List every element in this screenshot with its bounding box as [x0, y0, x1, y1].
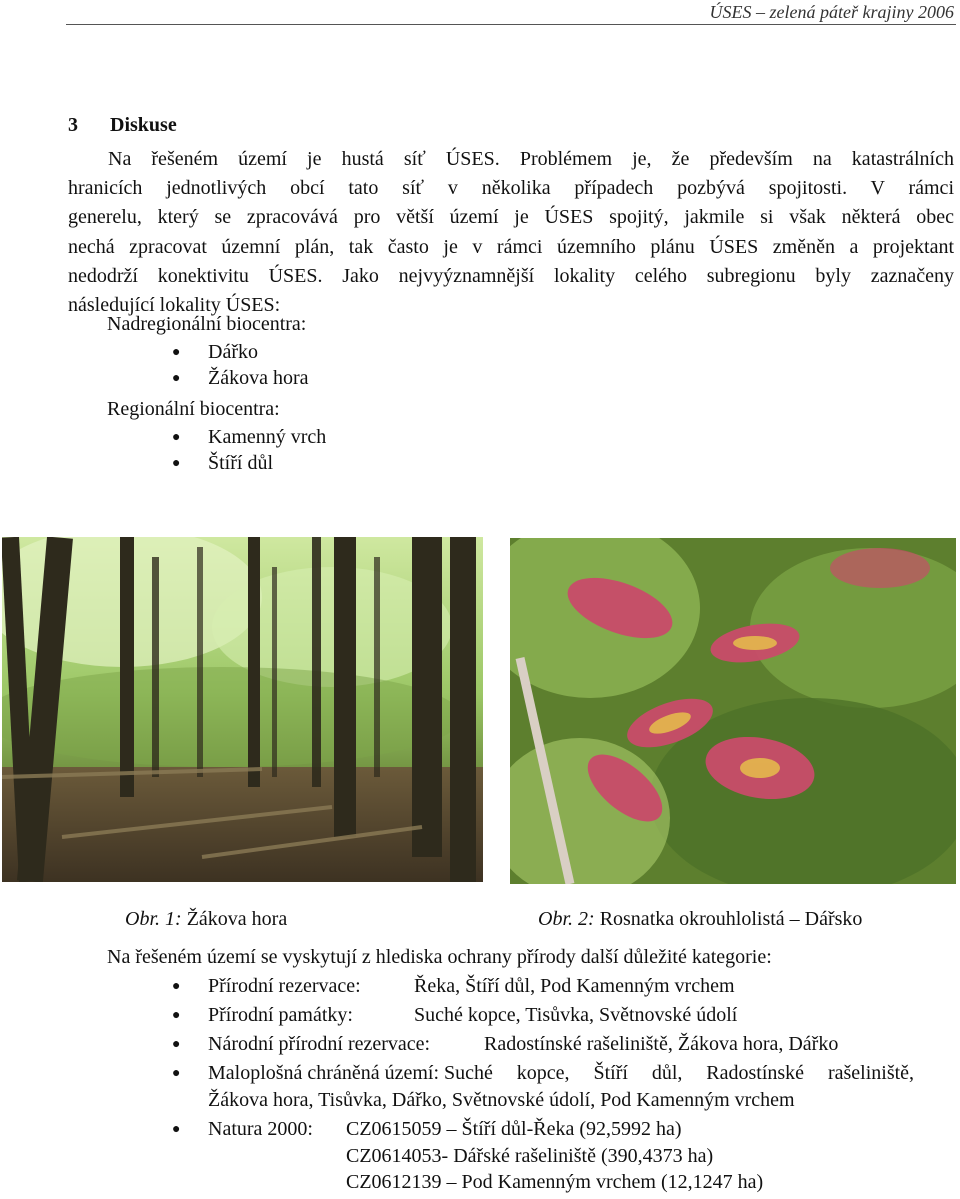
- forest-photo: [2, 537, 483, 882]
- section-heading: [68, 114, 177, 137]
- list-item: ● Štíří důl: [172, 452, 274, 474]
- list-item: ● Přírodní památky: Suché kopce, Tisůvka, Světnovské údolí: [172, 1004, 738, 1026]
- section-title: Diskuse: [110, 114, 177, 136]
- list-item: ● Žákova hora: [172, 367, 309, 389]
- figure-1-caption: Obr. 1: Žákova hora: [125, 908, 288, 930]
- sundew-image: [510, 538, 956, 884]
- paragraph-line: následující lokality ÚSES:: [68, 294, 281, 317]
- regional-heading: Regionální biocentra:: [107, 398, 280, 420]
- paragraph-line: generelu, který se zpracovává pro větší území je ÚSES spojitý, jakmile si však některá obec: [68, 206, 954, 229]
- discussion-paragraph: [68, 145, 954, 320]
- list-item: ● Národní přírodní rezervace: Radostínské rašeliniště, Žákova hora, Dářko: [172, 1033, 839, 1055]
- header-rule: [66, 24, 956, 25]
- paragraph-line: hranicích jednotlivých obcí tato síť v několika případech pozbývá spojitosti. V rámci: [68, 177, 954, 200]
- natura-site: CZ0612139 – Pod Kamenným vrchem (12,1247 ha): [346, 1171, 764, 1193]
- running-header: ÚSES – zelená páteř krajiny 2006: [709, 2, 954, 22]
- paragraph-line: nedodrží konektivitu ÚSES. Jako nejvyýznamnější lokality celého subregionu byly zaznačeny: [68, 264, 954, 287]
- sundew-photo: [510, 538, 956, 884]
- paragraph-line: nechá zpracovat územní plán, tak často je v rámci územního plánu ÚSES změněn a projektant: [68, 235, 954, 258]
- categories-intro: Na řešeném území se vyskytují z hlediska ochrany přírody další důležité kategorie:: [107, 946, 772, 968]
- natura-site: CZ0614053- Dářské rašeliniště (390,4373 ha): [346, 1145, 714, 1167]
- forest-image: [2, 537, 483, 882]
- list-item: ● Maloplošná chráněná území: Suché kopce, Štíří důl, Radostínské rašeliniště,: [172, 1062, 915, 1084]
- list-item-continuation: Žákova hora, Tisůvka, Dářko, Světnovské údolí, Pod Kamenným vrchem: [208, 1089, 795, 1111]
- list-item: ● Natura 2000: CZ0615059 – Štíří důl-Řeka (92,5992 ha): [172, 1118, 682, 1140]
- section-number: 3: [68, 114, 78, 136]
- supra-regional-heading: Nadregionální biocentra:: [107, 313, 307, 335]
- list-item: ● Přírodní rezervace: Řeka, Štíří důl, Pod Kamenným vrchem: [172, 975, 735, 997]
- list-item: ● Dářko: [172, 341, 258, 363]
- paragraph-line: Na řešeném území je hustá síť ÚSES. Problémem je, že především na katastrálních: [108, 148, 954, 170]
- list-item: ● Kamenný vrch: [172, 426, 327, 448]
- figure-2-caption: Obr. 2: Rosnatka okrouhlolistá – Dářsko: [538, 908, 863, 930]
